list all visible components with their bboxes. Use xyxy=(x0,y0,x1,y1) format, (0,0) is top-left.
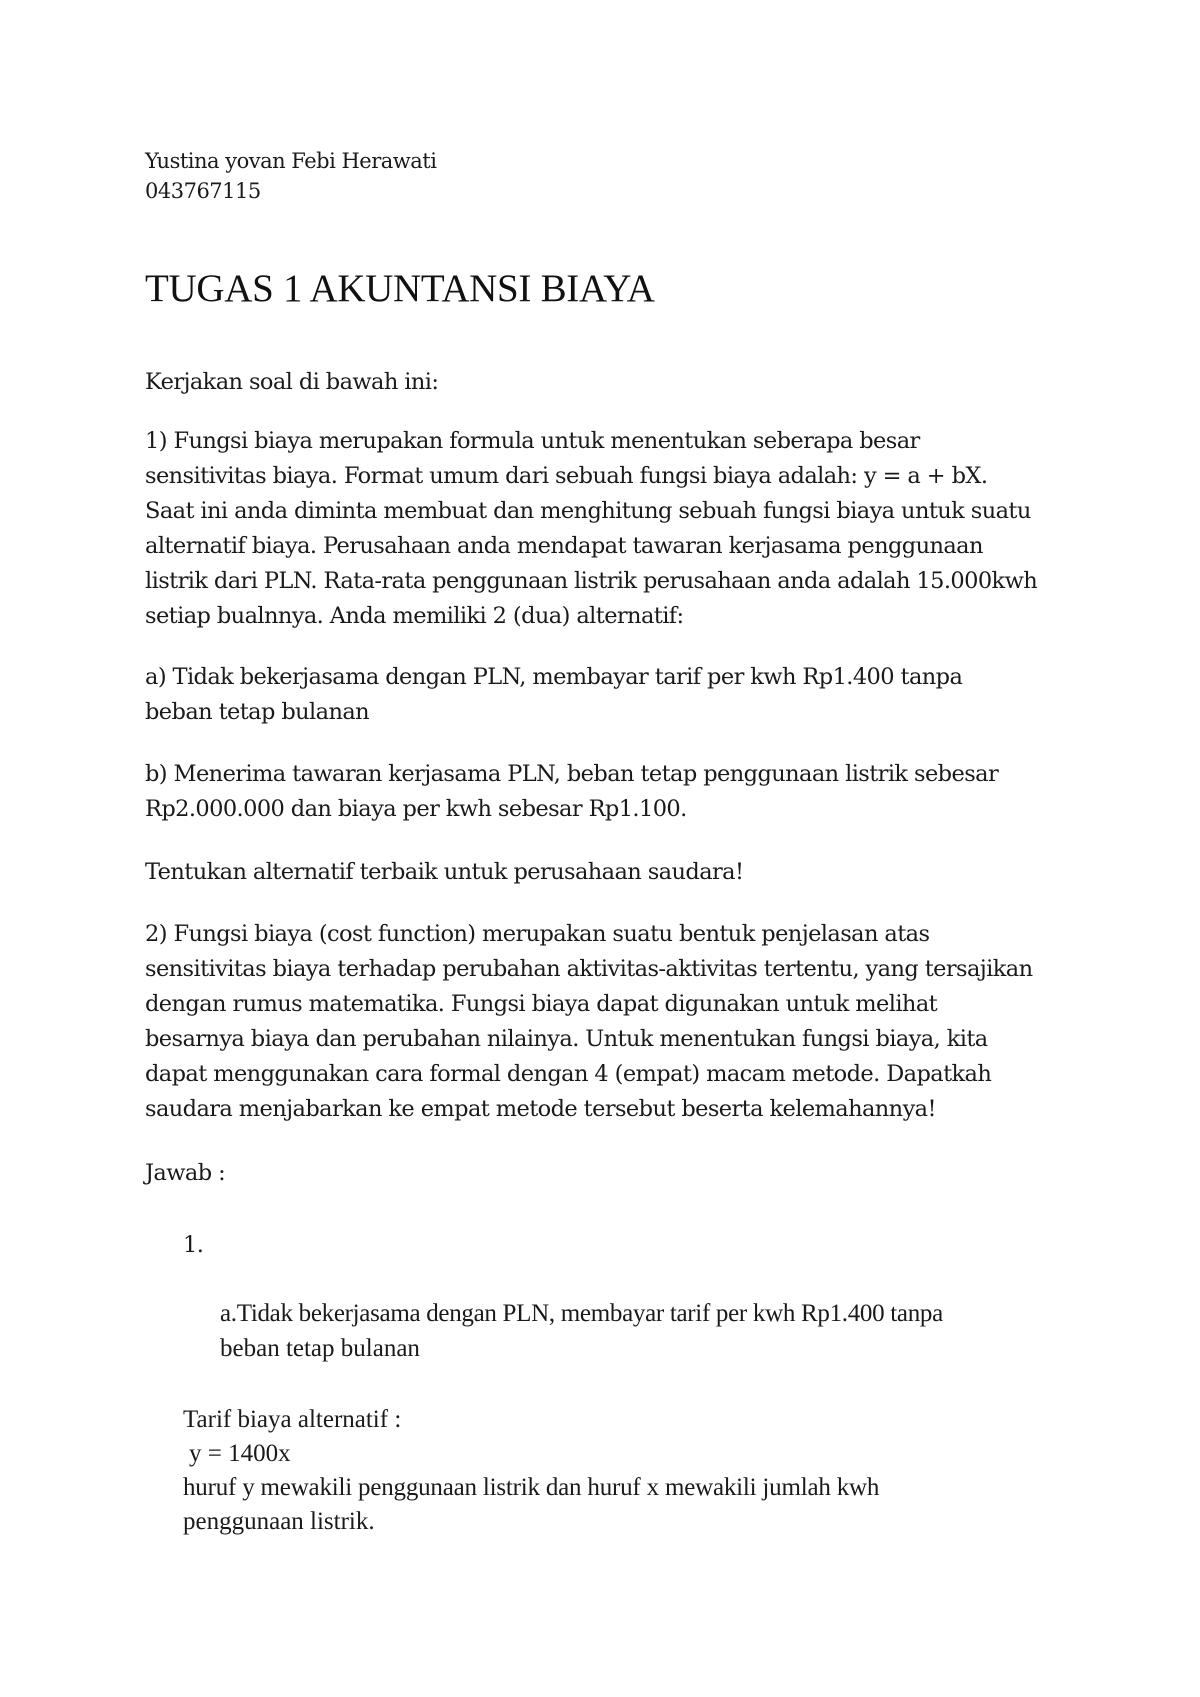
option-b-line: b) Menerima tawaran kerjasama PLN, beban tetap penggunaan listrik sebesar xyxy=(145,761,999,787)
student-id: 043767115 xyxy=(145,179,261,203)
question-2-line: 2) Fungsi biaya (cost function) merupakan suatu bentuk penjelasan atas xyxy=(145,921,930,947)
option-a-line: beban tetap bulanan xyxy=(145,699,370,725)
question-1-line: alternatif biaya. Perusahaan anda mendapat tawaran kerjasama penggunaan xyxy=(145,533,983,559)
answer-heading: Jawab : xyxy=(145,1160,226,1186)
question-1-line: setiap bualnnya. Anda memiliki 2 (dua) alternatif: xyxy=(145,603,684,629)
question-1-line: 1) Fungsi biaya merupakan formula untuk menentukan seberapa besar xyxy=(145,428,920,454)
tarif-label: Tarif biaya alternatif : xyxy=(183,1406,402,1433)
question-2-line: dapat menggunakan cara formal dengan 4 (empat) macam metode. Dapatkah xyxy=(145,1061,992,1087)
answer-option-a-line: a.Tidak bekerjasama dengan PLN, membayar tarif per kwh Rp1.400 tanpa xyxy=(220,1300,943,1327)
question-2-line: besarnya biaya dan perubahan nilainya. Untuk menentukan fungsi biaya, kita xyxy=(145,1026,988,1052)
question-2-line: dengan rumus matematika. Fungsi biaya dapat digunakan untuk melihat xyxy=(145,991,938,1017)
answer-number: 1. xyxy=(183,1232,204,1258)
cost-formula: y = 1400x xyxy=(189,1440,291,1467)
instructions: Kerjakan soal di bawah ini: xyxy=(145,369,439,395)
option-a-line: a) Tidak bekerjasama dengan PLN, membayar tarif per kwh Rp1.400 tanpa xyxy=(145,664,963,690)
answer-option-a-line: beban tetap bulanan xyxy=(220,1335,420,1362)
option-b-line: Rp2.000.000 dan biaya per kwh sebesar Rp1.100. xyxy=(145,796,687,822)
question-2-line: saudara menjabarkan ke empat metode tersebut beserta kelemahannya! xyxy=(145,1096,936,1122)
question-1-line: sensitivitas biaya. Format umum dari sebuah fungsi biaya adalah: y = a + bX. xyxy=(145,463,988,489)
author-name: Yustina yovan Febi Herawati xyxy=(145,149,437,173)
question-2-line: sensitivitas biaya terhadap perubahan aktivitas-aktivitas tertentu, yang tersajikan xyxy=(145,956,1033,982)
document-title: TUGAS 1 AKUNTANSI BIAYA xyxy=(145,267,655,310)
question-1-line: Saat ini anda diminta membuat dan menghitung sebuah fungsi biaya untuk suatu xyxy=(145,498,1031,524)
question-1-prompt: Tentukan alternatif terbaik untuk perusahaan saudara! xyxy=(145,859,744,885)
formula-explanation-line: penggunaan listrik. xyxy=(183,1508,375,1535)
formula-explanation-line: huruf y mewakili penggunaan listrik dan huruf x mewakili jumlah kwh xyxy=(183,1474,880,1501)
question-1-line: listrik dari PLN. Rata-rata penggunaan listrik perusahaan anda adalah 15.000kwh xyxy=(145,568,1038,594)
